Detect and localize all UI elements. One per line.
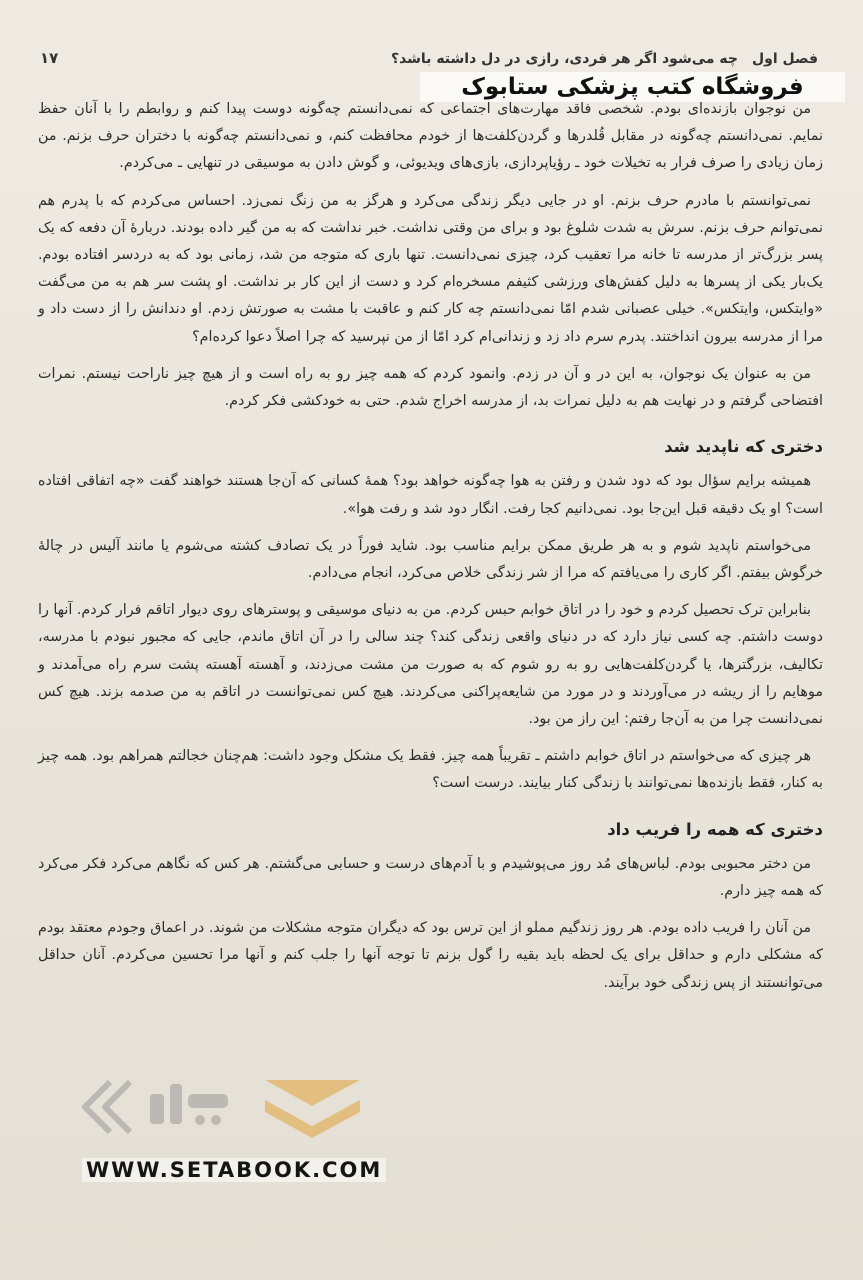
paragraph-4: همیشه برایم سؤال بود که دود شدن و رفتن به هوا چه‌گونه خواهد بود؟ همهٔ کسانی که آن‌جا هستند خواهند گفت «چه اتفاقی افتاده است؟ او یک دقیقه قبل این‌جا بود. نمی‌دانیم کجا رفت. انگار دود شد و رفت هوا». bbox=[38, 473, 823, 517]
paragraph-5: می‌خواستم ناپدید شوم و به هر طریق ممکن برایم مناسب بود. شاید فوراً در یک تصادف کشته می‌شوم یا مانند آلیس در چالهٔ خرگوش بیفتم. اگر کاری را می‌یافتم که مرا از شر زندگی خلاص می‌کرد، انجام می‌دادم. bbox=[38, 537, 823, 582]
section-heading-fooled: دختری که همه را فریب داد bbox=[607, 819, 823, 839]
page-number: ۱۷ bbox=[40, 49, 59, 67]
body-text bbox=[38, 96, 823, 1007]
section-heading-disappeared: دختری که ناپدید شد bbox=[664, 437, 823, 457]
paragraph-1: من نوجوان بازنده‌ای بودم. شخصی فاقد مهارت‌های اجتماعی که نمی‌دانستم چه‌گونه دوست پیدا کنم و روابطم را با آنان حفظ نمایم. نمی‌دانستم چه‌گونه در مقابل قُلدرها و گردن‌کلفت‌ها از خودم محافظت کنم، و نمی‌دانستم چه‌گونه با دختران حرف بزنم. من زمان زیادی را صرف فرار به تخیلات خود ـ رؤیاپردازی، بازی‌های ویدیوئی، و گوش دادن به موسیقی در تنهایی ـ می‌کردم. bbox=[38, 101, 823, 172]
paragraph-2: نمی‌توانستم با مادرم حرف بزنم. او در جایی دیگر زندگی می‌کرد و هرگز به من زنگ نمی‌زد. احساس می‌کردم که با پدرم هم نمی‌توانم حرف بزنم. سرش به شدت شلوغ بود و برای من وقتی نداشت. خبر نداشت که به من گیر داده بودند. دربارهٔ آن دفعه که یک پسر بزرگ‌تر از مدرسه تا خانه مرا تعقیب کرد، چیزی نمی‌دانست. تنها باری که متوجه من شد، زمانی بود که به دردسر افتاده بودم. یک‌بار یکی از پسرها به دلیل کفش‌های ورزشی کثیفم مسخره‌ام کرد و دست از این کار بر نداشت. او پشت سر هم به من می‌گفت «وایتکس، وایتکس». خیلی عصبانی شدم امّا نمی‌دانستم چه کار کنم و عاقبت با مشت به صورتش زدم. او دندانش را از دست داد و مرا از مدرسه بیرون انداختند. پدرم سرم داد زد و زندانی‌ام کرد امّا از من نپرسید که چرا اصلاً دعوا کرده‌ام؟ bbox=[38, 192, 823, 345]
setabook-logo-icon bbox=[70, 1072, 370, 1142]
paragraph-6: بنابراین ترک تحصیل کردم و خود را در اتاق خوابم حبس کردم. من به دنیای موسیقی و پوسترهای روی دیوار اتاقم فرار کردم. آنها را دوست داشتم. چه کسی نیاز دارد که در دنیای واقعی زندگی کند؟ چند سالی را در آن اتاق ماندم، جایی که مجبور نبودم با مدرسه، تکالیف، بزرگترها، یا گردن‌کلفت‌هایی رو به رو شوم که به صورت من مشت می‌زدند، و آهسته آهسته پشت سرم راه می‌آمدند و موهایم را از ریشه در می‌آوردند و در مورد من شایعه‌پراکنی می‌کردند. هیچ کس نمی‌توانست در اتاقم به من صدمه بزند. هیچ کس نمی‌دانست چرا من به آن‌جا رفتم: این راز من بود. bbox=[38, 602, 823, 728]
chapter-label: فصل اول bbox=[752, 51, 818, 67]
paragraph-3: من به عنوان یک نوجوان، به این در و آن در زدم. وانمود کردم که همه چیز رو به راه است و از هیچ چیز ناراحت نیستم. نمرات افتضاحی گرفتم و در نهایت هم به دلیل نمرات بد، از مدرسه اخراج شدم. حتی به خودکشی فکر کردم. bbox=[38, 365, 823, 410]
paragraph-8: من دختر محبوبی بودم. لباس‌های مُد روز می‌پوشیدم و با آدم‌های درست و حسابی می‌گشتم. هر کس که نگاهم می‌کرد فکر می‌کرد که همه چیز دارم. bbox=[38, 855, 823, 900]
running-head bbox=[40, 44, 818, 74]
website-watermark: WWW.SETABOOK.COM bbox=[82, 1158, 386, 1182]
paragraph-7: هر چیزی که می‌خواستم در اتاق خوابم داشتم ـ تقریباً همه چیز. فقط یک مشکل وجود داشت: هم‌چنان خجالتم همراهم بود. همه چیز به کنار، فقط بازنده‌ها نمی‌توانند با زندگی کنار بیایند. درست است؟ bbox=[38, 748, 823, 792]
chapter-title: چه می‌شود اگر هر فردی، رازی در دل داشته باشد؟ bbox=[390, 51, 739, 67]
paragraph-9: من آنان را فریب داده بودم. هر روز زندگیم مملو از این ترس بود که دیگران متوجه مشکلات من شوند. در اعماق وجودم معتقد بودم که مشکلی دارم و حداقل برای یک لحظه باید بقیه را گول بزنم تا توجه آنها را جلب کنم و آنها مرا تحسین می‌کردم. آنان حداقل می‌توانستند از پس زندگی خود برآیند. bbox=[38, 920, 823, 991]
store-watermark-text: فروشگاه کتب پزشکی ستابوک bbox=[420, 72, 845, 102]
